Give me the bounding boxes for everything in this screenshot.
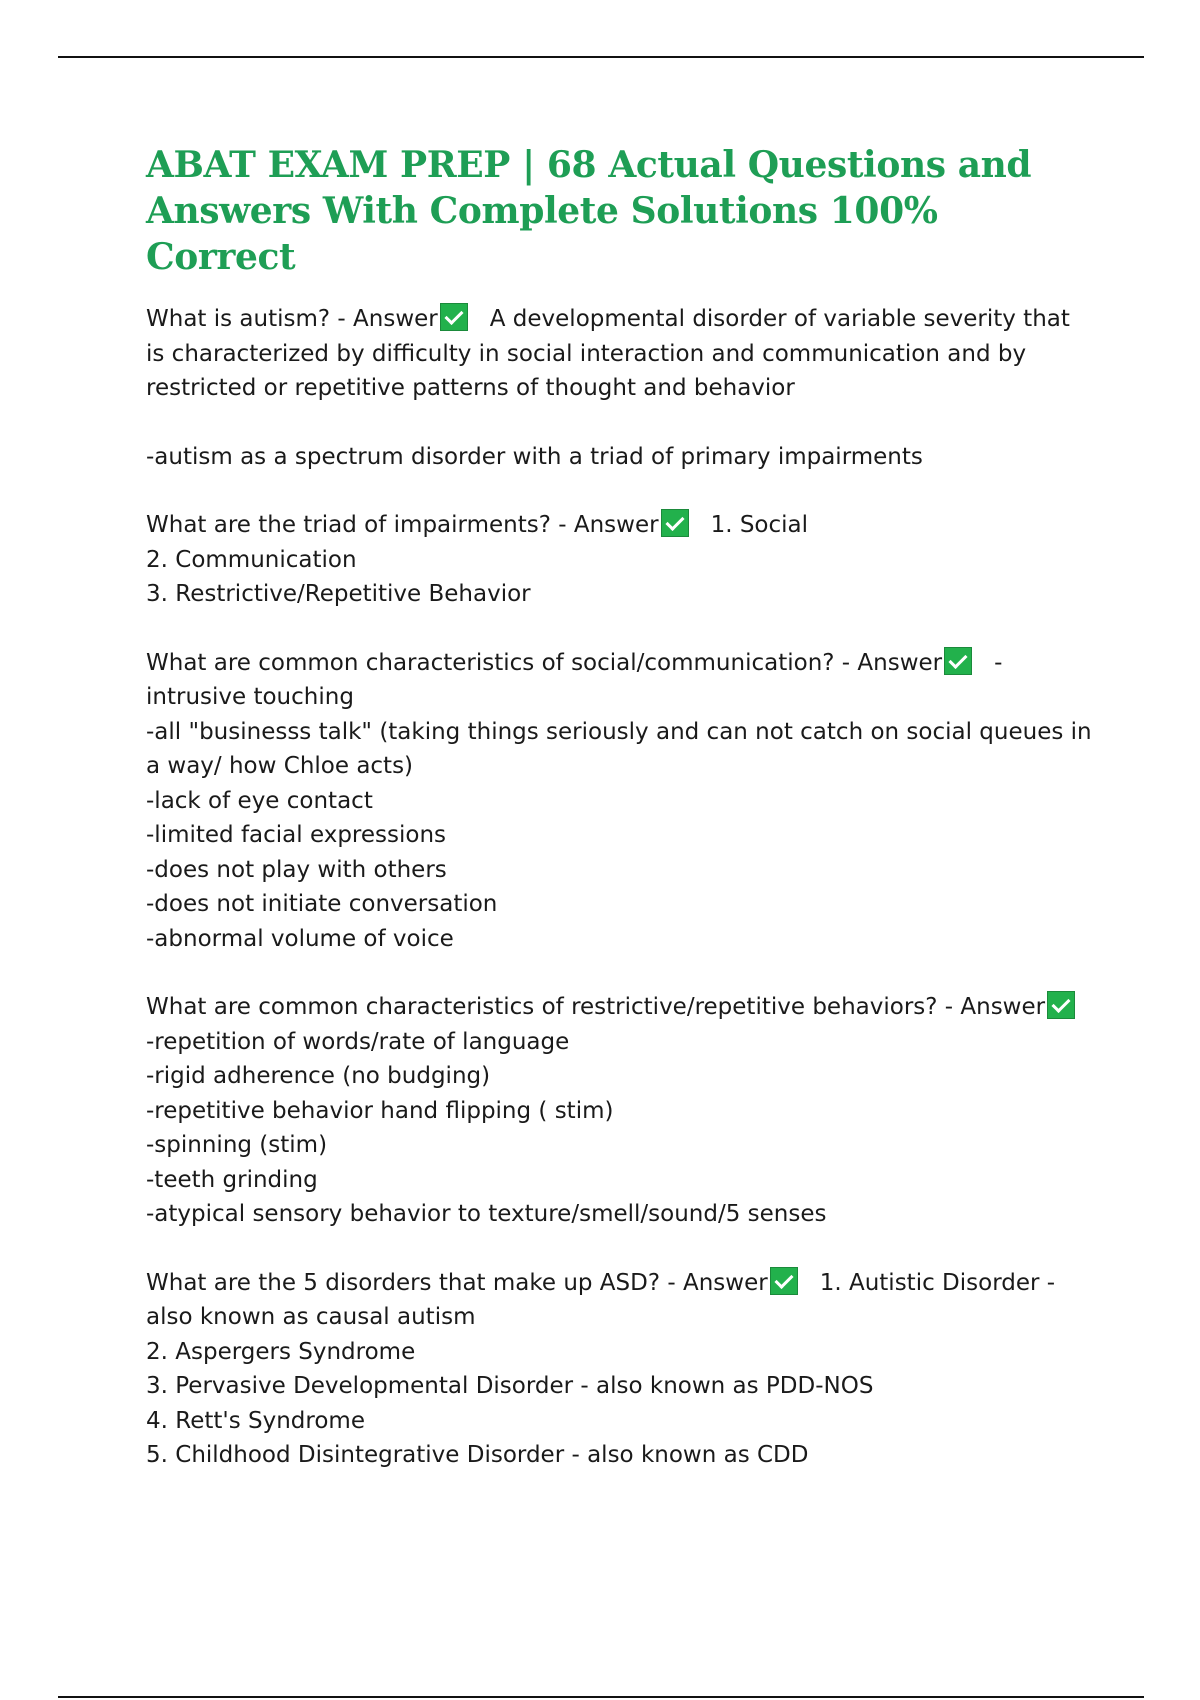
answer-line: a way/ how Chloe acts) <box>146 753 414 779</box>
answer-line: 3. Pervasive Developmental Disorder - also known as PDD-NOS <box>146 1373 874 1399</box>
document-body <box>146 142 1092 1473</box>
answer-line: -limited facial expressions <box>146 822 447 848</box>
check-icon <box>440 303 468 331</box>
answer-line: 5. Childhood Disintegrative Disorder - also known as CDD <box>146 1442 809 1468</box>
answer-label: - Answer <box>937 994 1046 1020</box>
answer-text: A developmental disorder of variable severity that <box>489 306 1070 332</box>
question-text: What is autism? <box>146 306 331 332</box>
check-icon <box>770 1267 798 1295</box>
answer-line: 4. Rett's Syndrome <box>146 1407 365 1434</box>
qa-item-1 <box>146 302 1086 474</box>
qa-item-4 <box>146 990 1086 1232</box>
answer-label: - Answer <box>550 512 659 538</box>
answer-line: is characterized by difficulty in social interaction and communication and by <box>146 340 1027 367</box>
question-line <box>146 990 1086 1025</box>
question-line <box>146 646 1086 681</box>
question-text: What are the triad of impairments? <box>146 512 551 538</box>
answer-line: -abnormal volume of voice <box>146 925 454 952</box>
question-line <box>146 302 1086 337</box>
answer-text: - <box>994 649 1003 676</box>
answer-line: intrusive touching <box>146 684 354 710</box>
question-text: What are common characteristics of social/communication? <box>146 649 835 676</box>
check-icon <box>1047 991 1075 1019</box>
answer-line: -repetition of words/rate of language <box>146 1028 570 1055</box>
answer-line: -teeth grinding <box>146 1166 318 1193</box>
question-line <box>146 508 1086 543</box>
answer-line: -does not initiate conversation <box>146 891 498 917</box>
answer-line: also known as causal autism <box>146 1304 476 1330</box>
qa-item-3 <box>146 646 1092 957</box>
answer-label: - Answer <box>330 306 438 332</box>
question-line <box>146 1266 1086 1301</box>
document-title <box>146 142 1086 280</box>
answer-label: - Answer <box>834 649 943 676</box>
answer-line: -lack of eye contact <box>146 787 373 814</box>
qa-item-2 <box>146 508 1086 612</box>
answer-line: 2. Communication <box>146 546 357 573</box>
answer-line: -all "businesss talk" (taking things seriously and can not catch on social queues in <box>146 718 1092 745</box>
answer-line: -atypical sensory behavior to texture/smell/sound/5 senses <box>146 1201 827 1227</box>
answer-line: 3. Restrictive/Repetitive Behavior <box>146 581 531 607</box>
answer-line: 2. Aspergers Syndrome <box>146 1338 416 1365</box>
qa-item-5 <box>146 1266 1086 1473</box>
answer-text: 1. Autistic Disorder - <box>819 1269 1056 1296</box>
answer-text: 1. Social <box>710 512 809 538</box>
top-rule <box>58 56 1144 58</box>
title-line-1: ABAT EXAM PREP | 68 Actual Questions and <box>146 144 1032 186</box>
question-text: What are common characteristics of restrictive/repetitive behaviors? <box>146 994 938 1020</box>
check-icon <box>661 509 689 537</box>
answer-line: -does not play with others <box>146 856 447 883</box>
check-icon <box>944 647 972 675</box>
answer-label: - Answer <box>660 1269 768 1296</box>
answer-line: -autism as a spectrum disorder with a triad of primary impairments <box>146 443 923 470</box>
title-line-2: Answers With Complete Solutions 100% Correct <box>146 190 938 278</box>
answer-line: -repetitive behavior hand flipping ( stim) <box>146 1097 614 1124</box>
bottom-rule <box>58 1696 1144 1698</box>
answer-line: -spinning (stim) <box>146 1132 328 1158</box>
answer-line: restricted or repetitive patterns of thought and behavior <box>146 375 795 401</box>
qa-list <box>146 302 1092 1473</box>
answer-line: -rigid adherence (no budging) <box>146 1063 491 1089</box>
question-text: What are the 5 disorders that make up ASD? <box>146 1269 661 1296</box>
